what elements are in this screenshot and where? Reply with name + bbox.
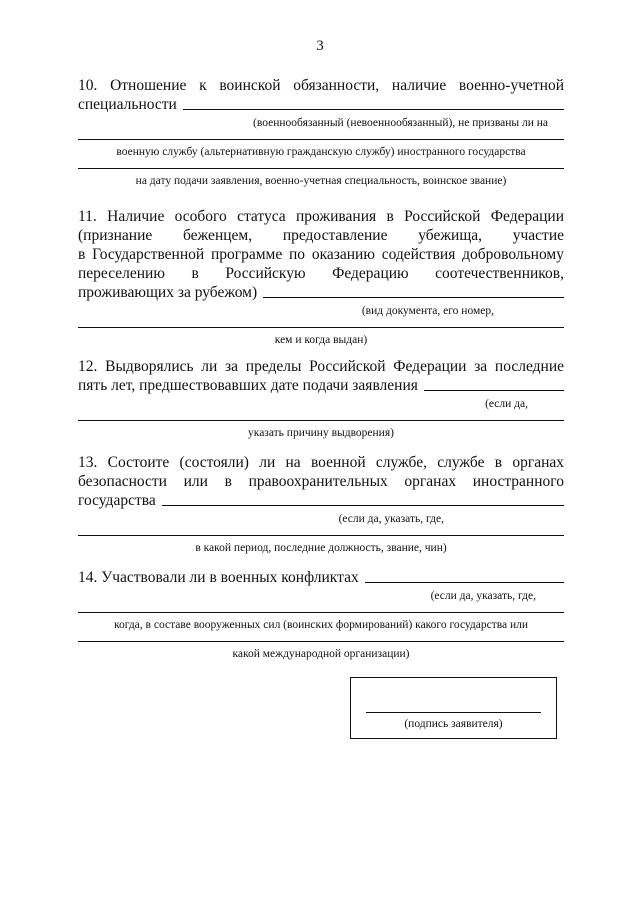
item-10-answer-field[interactable] bbox=[183, 108, 564, 110]
item-11-line-2: (признание беженцем, предоставление убежища, участие bbox=[78, 227, 564, 244]
item-11-line-1: 11. Наличие особого статуса проживания в Российской Федерации bbox=[78, 208, 564, 225]
item-12-answer-line-2[interactable] bbox=[78, 420, 564, 421]
item-10-military-duty bbox=[78, 76, 564, 188]
item-12-answer-field[interactable] bbox=[424, 389, 564, 391]
item-14-last-line bbox=[78, 568, 564, 587]
item-11-answer-line-2[interactable] bbox=[78, 327, 564, 328]
item-13-hint-1: (если да, указать, где, bbox=[338, 513, 444, 525]
item-11-line-4: переселению в Российскую Федерацию соотечественников, bbox=[78, 265, 564, 282]
item-10-last-text: специальности bbox=[78, 96, 177, 113]
signature-hint: (подпись заявителя) bbox=[404, 718, 503, 730]
signature-box bbox=[350, 677, 557, 739]
item-12-deportation bbox=[78, 357, 564, 440]
item-13-line-2: безопасности или в правоохранительных органах иностранного bbox=[78, 473, 564, 490]
item-12-last-text: пять лет, предшествовавших дате подачи заявления bbox=[78, 377, 418, 394]
item-13-line-1: 13. Состоите (состояли) ли на военной службе, службе в органах bbox=[78, 454, 564, 471]
item-10-hint-1: (военнообязанный (невоеннообязанный), не призваны ли на bbox=[253, 117, 548, 129]
item-12-hint-1: (если да, bbox=[485, 398, 528, 410]
item-14-last-text: 14. Участвовали ли в военных конфликтах bbox=[78, 569, 359, 586]
item-10-hint-3: на дату подачи заявления, военно-учетная специальность, воинское звание) bbox=[135, 175, 507, 187]
item-14-hint-3: какой международной организации) bbox=[232, 648, 410, 660]
item-13-hint-2: в какой период, последние должность, звание, чин) bbox=[195, 542, 447, 554]
item-11-last-line bbox=[78, 283, 564, 302]
item-12-hint-2: указать причину выдворения) bbox=[248, 427, 394, 439]
item-13-answer-field[interactable] bbox=[162, 504, 564, 506]
item-10-last-line bbox=[78, 95, 564, 114]
item-13-last-line bbox=[78, 491, 564, 510]
item-14-hint-2: когда, в составе вооруженных сил (воинских формирований) какого государства или bbox=[113, 619, 529, 631]
item-11-hint-1: (вид документа, его номер, bbox=[361, 305, 494, 317]
signature-field[interactable] bbox=[366, 712, 541, 713]
item-13-military-service bbox=[78, 453, 564, 555]
item-10-answer-line-2[interactable] bbox=[78, 139, 564, 140]
item-14-military-conflicts bbox=[78, 568, 564, 661]
item-10-line-1: 10. Отношение к воинской обязанности, наличие военно-учетной bbox=[78, 77, 564, 94]
item-10-hint-2: военную службу (альтернативную гражданскую службу) иностранного государства bbox=[116, 146, 526, 158]
item-10-answer-line-3[interactable] bbox=[78, 168, 564, 169]
item-11-hint-2: кем и когда выдан) bbox=[274, 334, 368, 346]
item-14-answer-field[interactable] bbox=[365, 581, 564, 583]
item-11-line-3: в Государственной программе по оказанию содействия добровольному bbox=[78, 246, 564, 263]
item-11-last-text: проживающих за рубежом) bbox=[78, 284, 258, 301]
item-13-last-text: государства bbox=[78, 492, 156, 509]
item-12-line-1: 12. Выдворялись ли за пределы Российской Федерации за последние bbox=[78, 358, 564, 375]
item-11-answer-field[interactable] bbox=[263, 296, 564, 298]
page-number: 3 bbox=[316, 38, 324, 54]
item-14-hint-1: (если да, указать, где, bbox=[430, 590, 536, 602]
item-11-special-status bbox=[78, 207, 564, 347]
item-12-last-line bbox=[78, 376, 564, 395]
item-14-answer-line-2[interactable] bbox=[78, 612, 564, 613]
item-14-answer-line-3[interactable] bbox=[78, 641, 564, 642]
item-13-answer-line-2[interactable] bbox=[78, 535, 564, 536]
